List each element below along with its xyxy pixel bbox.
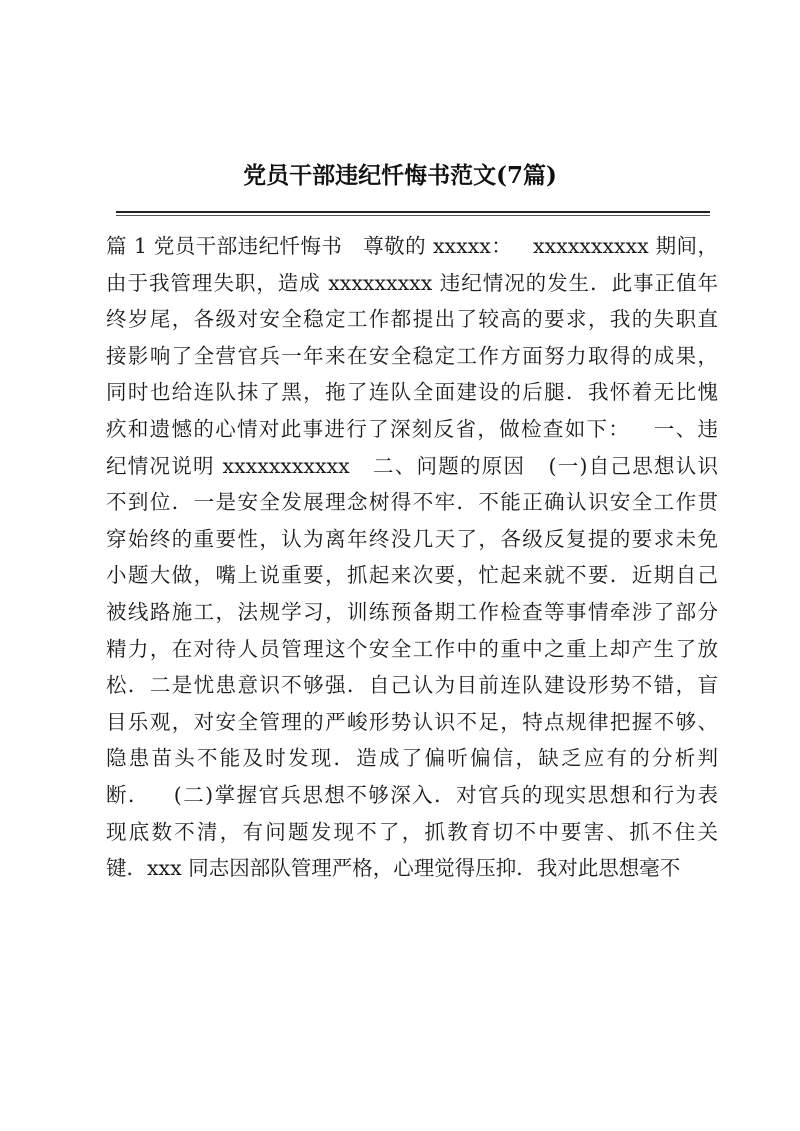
body-line: 不到位．一是安全发展理念树得不牢．不能正确认识安全工作贯 <box>106 490 718 515</box>
body-line: 篇 1 党员干部违纪忏悔书 尊敬的 xxxxx： xxxxxxxxxx 期间， <box>106 234 718 258</box>
body-line: 小题大做，嘴上说重要，抓起来次要，忙起来就不要．近期自己 <box>106 563 718 588</box>
body-line: 目乐观，对安全管理的严峻形势认识不足，特点规律把握不够、 <box>106 709 718 734</box>
body-line: 被线路施工，法规学习，训练预备期工作检查等事情牵涉了部分 <box>106 599 718 624</box>
body-line: 断． (二)掌握官兵思想不够深入．对官兵的现实思想和行为表 <box>106 782 718 807</box>
body-line: 终岁尾，各级对安全稳定工作都提出了较高的要求，我的失职直 <box>106 307 718 332</box>
title-rule-thin <box>116 215 710 216</box>
body-line: 键．xxx 同志因部队管理严格，心理觉得压抑．我对此思想毫不 <box>106 856 681 881</box>
body-line: 同时也给连队抹了黑，拖了连队全面建设的后腿．我怀着无比愧 <box>106 380 718 405</box>
title-rule-thick <box>116 211 710 213</box>
document-title: 党员干部违纪忏悔书范文(7篇) <box>243 162 557 189</box>
document-body <box>106 228 718 887</box>
body-line: 隐患苗头不能及时发现．造成了偏听偏信，缺乏应有的分析判 <box>106 746 718 771</box>
body-line: 由于我管理失职，造成 xxxxxxxxx 违纪情况的发生．此事正值年 <box>106 270 718 295</box>
body-line: 精力，在对待人员管理这个安全工作中的重中之重上却产生了放 <box>106 636 718 661</box>
body-line: 穿始终的重要性，认为离年终没几天了，各级反复提的要求未免 <box>106 526 718 551</box>
body-line: 接影响了全营官兵一年来在安全稳定工作方面努力取得的成果， <box>106 343 718 368</box>
body-line: 纪情况说明 xxxxxxxxxxx 二、问题的原因 (一)自己思想认识 <box>106 453 718 478</box>
body-line: 松．二是忧患意识不够强．自己认为目前连队建设形势不错，盲 <box>106 673 718 698</box>
body-line: 现底数不清，有问题发现不了，抓教育切不中要害、抓不住关 <box>106 819 718 844</box>
body-line: 疚和遗憾的心情对此事进行了深刻反省，做检查如下： 一、违 <box>106 416 718 441</box>
